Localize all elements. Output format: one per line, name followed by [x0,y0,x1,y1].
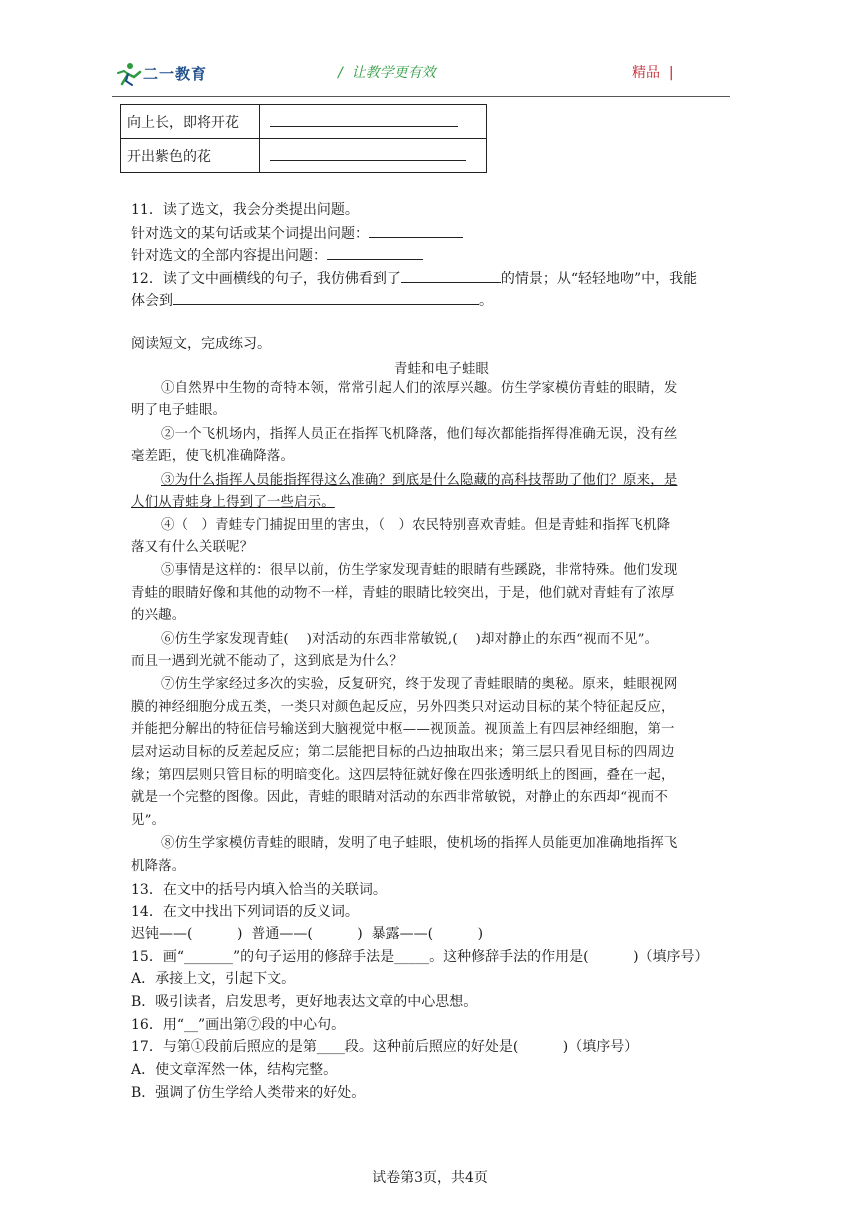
article-line: 明了电子蛙眼。 [131,403,227,418]
article-line: 机降落。 [131,859,186,874]
article-line: 落又有什么关联呢？ [131,540,254,555]
table-row [121,139,487,173]
question-16: 16．用“__”画出第⑦段的中心句。 [131,1017,346,1033]
article-line: 层对运动目标的反差起反应；第二层能把目标的凸边抽取出来；第三层只看见目标的四周边 [131,745,675,760]
article-line-underlined: ③为什么指挥人员能指挥得这么准确？到底是什么隐藏的高科技帮助了他们？原来，是 [161,473,678,488]
article-line: ⑦仿生学家经过多次的实验，反复研究，终于发现了青蛙眼睛的奥秘。原来，蛙眼视网 [161,677,678,692]
article-line: ②一个飞机场内，指挥人员正在指挥飞机降落，他们每次都能指挥得准确无误，没有丝 [161,427,678,442]
table-cell-answer[interactable] [260,105,487,139]
article-line: ⑥仿生学家发现青蛙( )对活动的东西非常敏锐,( )却对静止的东西“视而不见”。 [161,632,659,647]
article-line: 缘；第四层则只管目标的明暗变化。这四层特征就好像在四张透明纸上的图画，叠在一起， [131,768,675,783]
header-slogan: / 让教学更有效 [338,65,436,81]
question-17-option-b: B．强调了仿生学给人类带来的好处。 [131,1085,366,1101]
question-11-line-2: 针对选文的全部内容提出问题： [131,245,423,265]
article-line: 毫差距，使飞机准确降落。 [131,449,295,464]
header-divider [112,96,730,97]
question-15: 15．画“_______”的句子运用的修辞手法是_____。这种修辞手法的作用是( )（填序号） [131,949,709,965]
article-line: 的兴趣。 [131,608,186,623]
article-line: 青蛙的眼睛好像和其他的动物不一样，青蛙的眼睛比较突出，于是，他们就对青蛙有了浓厚 [131,586,675,601]
question-14-words: 迟钝——( ) 普通——( ) 暴露——( ) [131,926,484,942]
article-line: 而且一遇到光就不能动了，这到底是为什么？ [131,654,403,669]
question-14: 14．在文中找出下列词语的反义词。 [131,904,359,920]
reading-instruction: 阅读短文，完成练习。 [131,336,271,352]
question-13: 13．在文中的括号内填入恰当的关联词。 [131,882,387,898]
question-11-line-1: 针对选文的某句话或某个词提出问题： [131,223,463,243]
answer-blank[interactable] [173,290,479,305]
table-cell-label: 开出紫色的花 [121,139,260,173]
brand-name: 二一教育 [143,65,208,83]
page-footer: 试卷第3页，共4页 [372,1170,488,1186]
article-line: ⑤事情是这样的：很早以前，仿生学家发现青蛙的眼睛有些蹊跷，非常特殊。他们发现 [161,563,678,578]
question-12-line-2: 体会到 。 [131,290,493,310]
article-line: ⑧仿生学家模仿青蛙的眼睛，发明了电子蛙眼，使机场的指挥人员能更加准确地指挥飞 [161,836,678,851]
answer-blank[interactable] [327,245,423,260]
table-cell-label: 向上长，即将开花 [121,105,260,139]
article-line: 膜的神经细胞分成五类，一类只对颜色起反应，另外四类只对运动目标的某个特征起反应， [131,700,675,715]
answer-table [120,104,487,173]
table-row [121,105,487,139]
answer-blank[interactable] [401,268,501,283]
article-line: 见”。 [131,813,166,828]
article-line: 并能把分解出的特征信号输送到大脑视觉中枢——视顶盖。视顶盖上有四层神经细胞，第一 [131,722,675,737]
article-line-underlined: 人们从青蛙身上得到了一些启示。 [131,495,335,510]
article-line: 就是一个完整的图像。因此，青蛙的眼睛对活动的东西非常敏锐，对静止的东西却“视而不 [131,790,669,805]
brand-label: 精品 | [632,65,674,81]
answer-blank[interactable] [369,223,463,238]
question-15-option-b: B．吸引读者，启发思考，更好地表达文章的中心思想。 [131,994,478,1010]
question-12: 12．读了文中画横线的句子，我仿佛看到了 的情景；从“轻轻地吻”中，我能 [131,268,697,288]
question-15-option-a: A．承接上文，引起下文。 [131,971,296,987]
question-17-option-a: A．使文章浑然一体，结构完整。 [131,1062,338,1078]
table-cell-answer[interactable] [260,139,487,173]
article-line: ①自然界中生物的奇特本领，常常引起人们的浓厚兴趣。仿生学家模仿青蛙的眼睛，发 [161,381,678,396]
article-line: ④（ ）青蛙专门捕捉田里的害虫，（ ）农民特别喜欢青蛙。但是青蛙和指挥飞机降 [161,518,671,533]
runner-icon [118,63,140,85]
article-title: 青蛙和电子蛙眼 [394,362,490,377]
question-17: 17．与第①段前后照应的是第____段。这种前后照应的好处是( )（填序号） [131,1039,639,1055]
question-11: 11．读了选文，我会分类提出问题。 [131,202,359,218]
